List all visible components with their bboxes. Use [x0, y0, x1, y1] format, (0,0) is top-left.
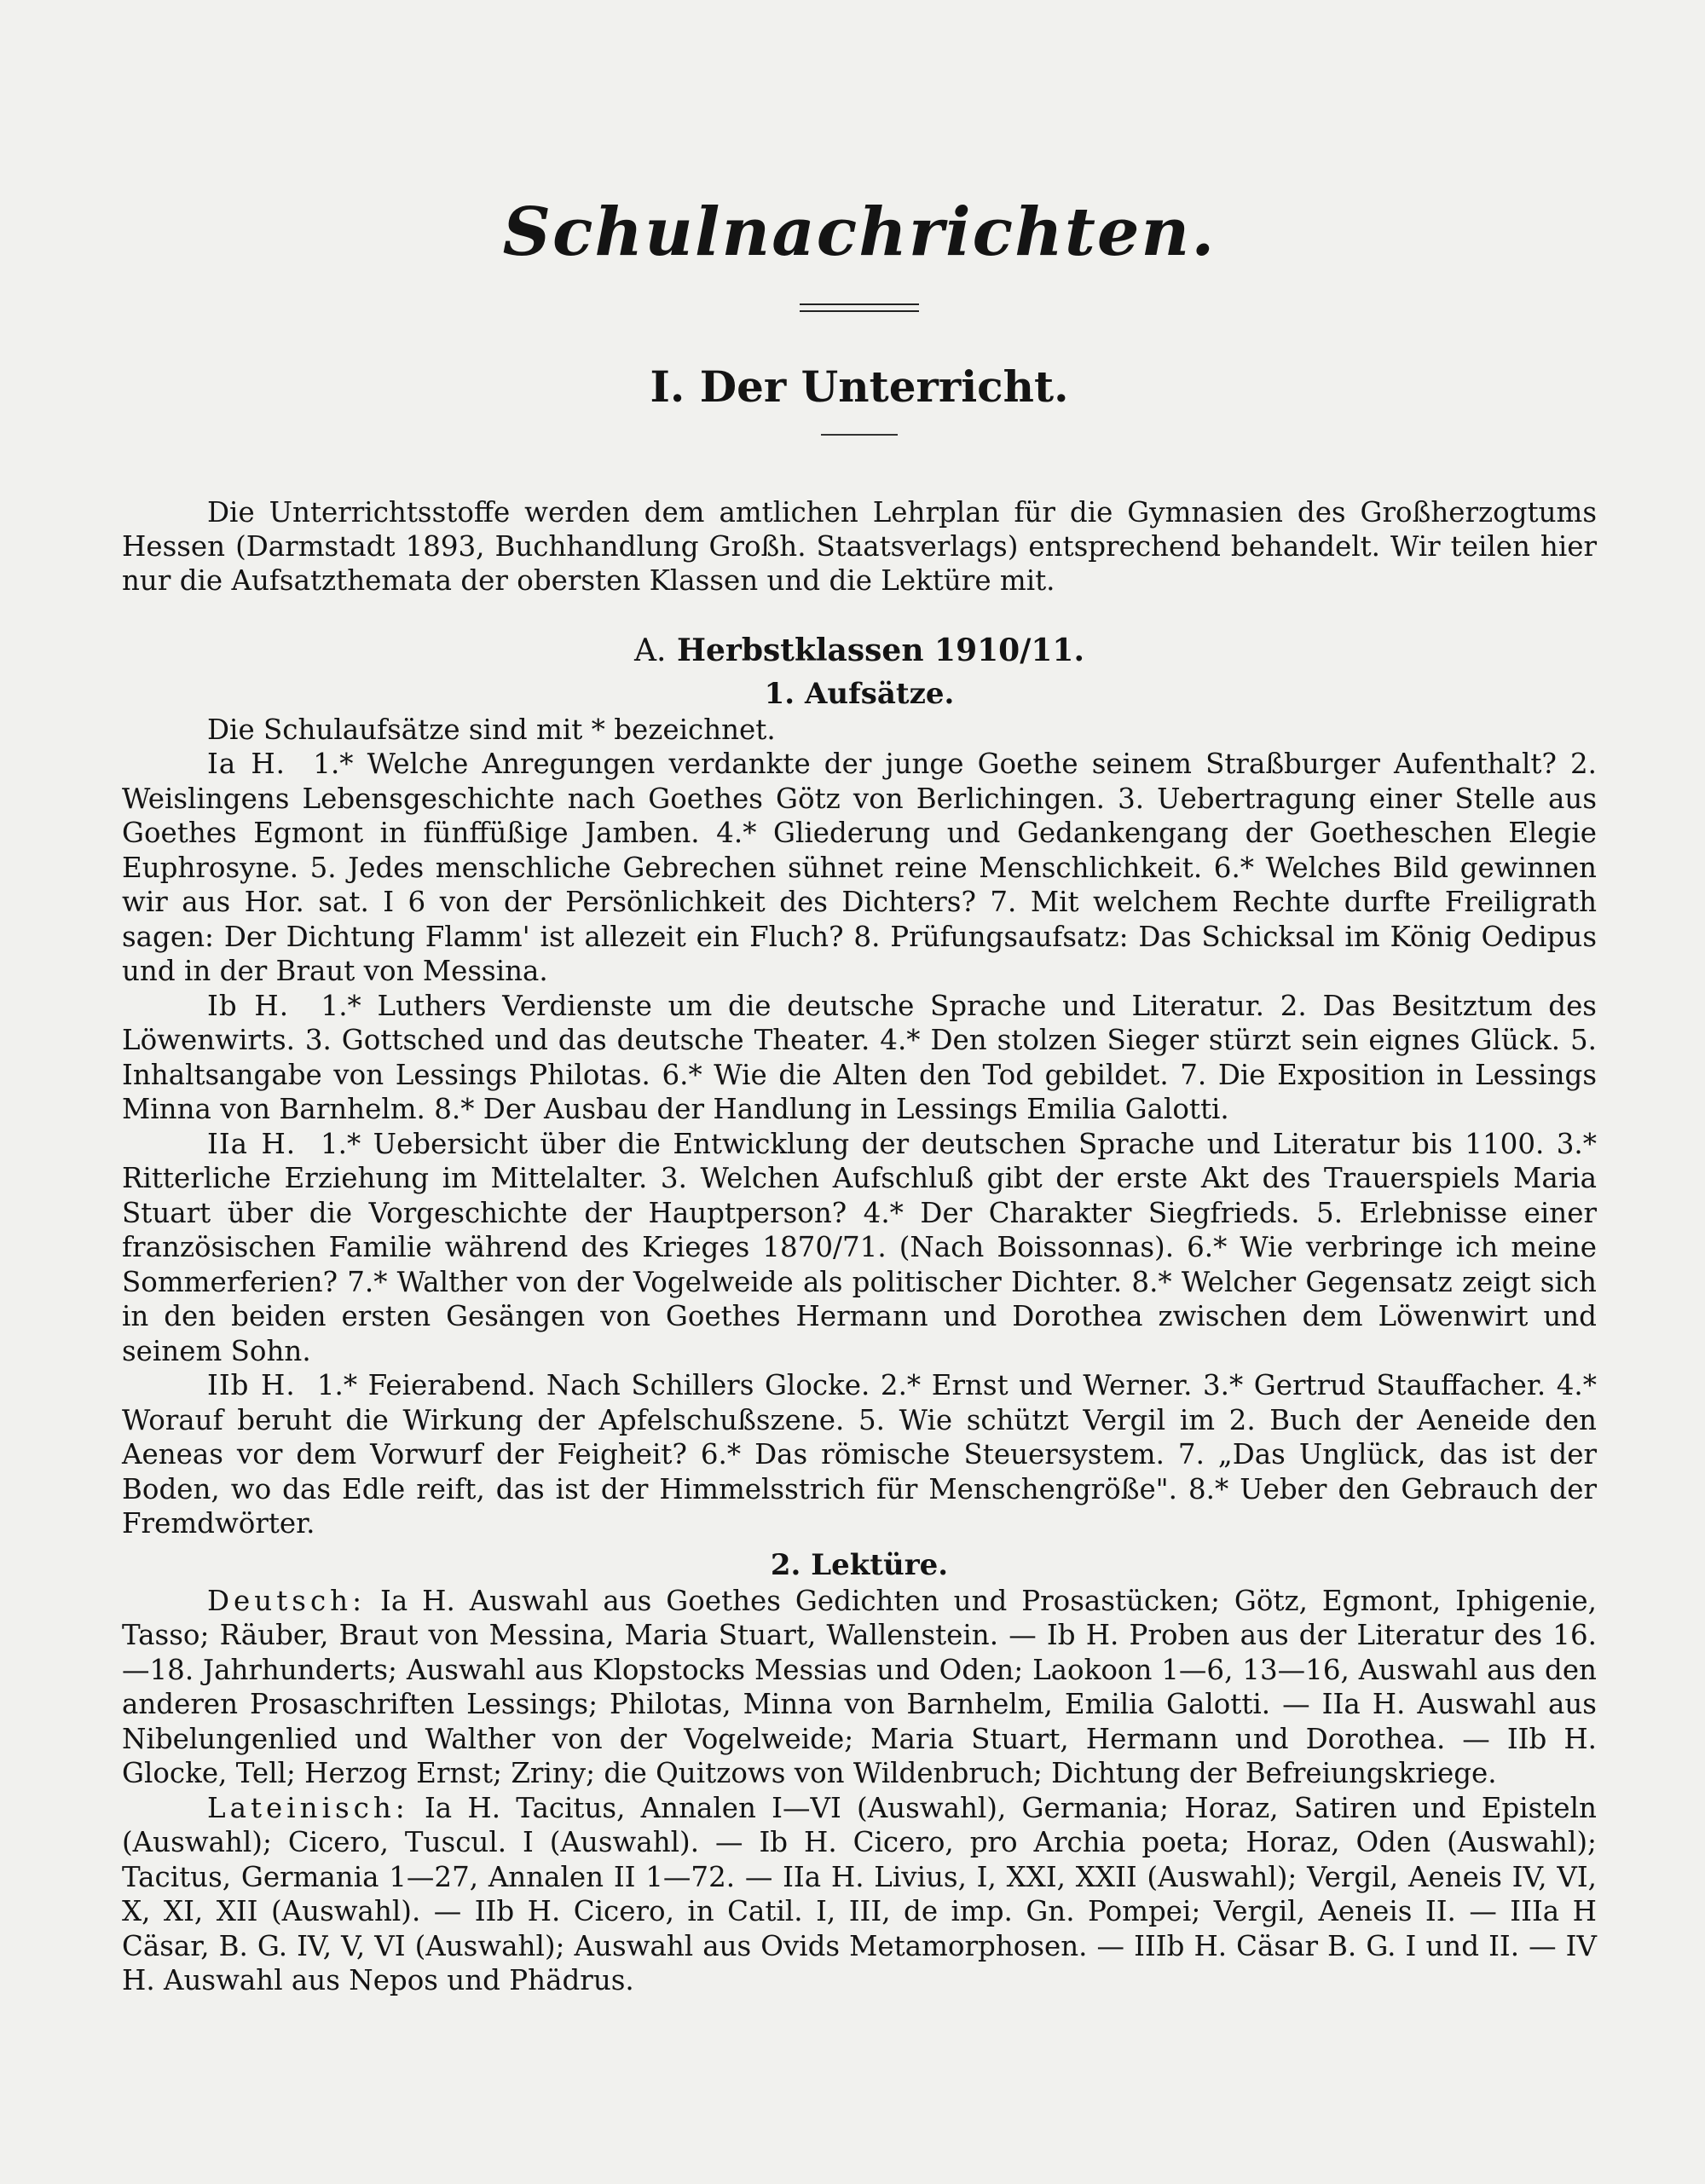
aufsaetze-heading: 1. Aufsätze.: [764, 676, 955, 711]
aufsatz-class-iib: [122, 1368, 1597, 1541]
lektuere-deutsch: [122, 1584, 1597, 1791]
title-divider: [800, 303, 919, 312]
intro-paragraph: Die Unterrichtsstoffe werden dem amtlichen Lehrplan für die Gymnasien des Großherzogtums Hessen (Darmstadt 1893, Buchhandlung Großh. Staatsverlags) entsprechend behandelt. Wir teilen hier nur die Aufsatzthemata der obersten Klassen und die Lektüre mit.: [122, 495, 1597, 597]
aufsatz-class-ia: [122, 747, 1597, 989]
class-label: IIb H.: [207, 1369, 296, 1402]
lektuere-heading: 2. Lektüre.: [770, 1547, 949, 1582]
subject-text: Ia H. Tacitus, Annalen I—VI (Auswahl), Germania; Horaz, Satiren und Episteln (Auswahl); Cicero, Tuscul. I (Auswahl). — Ib H. Cicero, pro Archia poeta; Horaz, Oden (Auswahl); Tacitus, Germania 1—27, Annalen II 1—72. — IIa H. Livius, I, XXI, XXII (Auswahl); Vergil, Aeneis IV, VI, X, XI, XII (Auswahl). — IIb H. Cicero, in Catil. I, III, de imp. Gn. Pompei; Vergil, Aeneis II. — IIIa H Cäsar, B. G. IV, V, VI (Auswahl); Auswahl aus Ovids Metamorphosen. — IIIb H. Cäsar B. G. I und II. — IV H. Auswahl aus Nepos und Phädrus.: [122, 1791, 1597, 1997]
subject-text: Ia H. Auswahl aus Goethes Gedichten und Prosastücken; Götz, Egmont, Iphigenie, Tasso; Räuber, Braut von Messina, Maria Stuart, Wallenstein. — Ib H. Proben aus der Literatur des 16.—18. Jahrhunderts; Auswahl aus Klopstocks Messias und Oden; Laokoon 1—6, 13—16, Auswahl aus den anderen Prosaschriften Lessings; Philotas, Minna von Barnhelm, Emilia Galotti. — IIa H. Auswahl aus Nibelungenlied und Walther von der Vogelweide; Maria Stuart, Hermann und Dorothea. — IIb H. Glocke, Tell; Herzog Ernst; Zriny; die Quitzows von Wildenbruch; Dichtung der Befreiungskriege.: [122, 1584, 1597, 1790]
class-topics: 1.* Feierabend. Nach Schillers Glocke. 2.* Ernst und Werner. 3.* Gertrud Stauffacher. 4.* Worauf beruht die Wirkung der Apfelschußszene. 5. Wie schützt Vergil im 2. Buch der Aeneide den Aeneas vor dem Vorwurf der Feigheit? 6.* Das römische Steuersystem. 7. „Das Unglück, das ist der Boden, wo das Edle reift, das ist der Himmelsstrich für Menschengröße". 8.* Ueber den Gebrauch der Fremdwörter.: [122, 1369, 1597, 1540]
lektuere-lateinisch: [122, 1791, 1597, 1998]
subject-label: Lateinisch:: [207, 1791, 409, 1824]
class-label: Ib H.: [207, 989, 290, 1022]
aufsatz-class-iia: [122, 1127, 1597, 1369]
section-title: I. Der Unterricht.: [650, 361, 1069, 412]
class-topics: 1.* Uebersicht über die Entwicklung der deutschen Sprache und Literatur bis 1100. 3.* Ritterliche Erziehung im Mittelalter. 3. Welchen Aufschluß gibt der erste Akt des Trauerspiels Maria Stuart über die Vorgeschichte der Hauptperson? 4.* Der Charakter Siegfrieds. 5. Erlebnisse einer französischen Familie während des Krieges 1870/71. (Nach Boissonnas). 6.* Wie verbringe ich meine Sommerferien? 7.* Walther von der Vogelweide als politischer Dichter. 8.* Welcher Gegensatz zeigt sich in den beiden ersten Gesängen von Goethes Hermann und Dorothea zwischen dem Löwenwirt und seinem Sohn.: [122, 1127, 1598, 1367]
class-topics: 1.* Luthers Verdienste um die deutsche Sprache und Literatur. 2. Das Besitztum des Löwenwirts. 3. Gottsched und das deutsche Theater. 4.* Den stolzen Sieger stürzt sein eignes Glück. 5. Inhaltsangabe von Lessings Philotas. 6.* Wie die Alten den Tod gebildet. 7. Die Exposition in Lessings Minna von Barnhelm. 8.* Der Ausbau der Handlung in Lessings Emilia Galotti.: [122, 989, 1597, 1126]
class-topics: 1.* Welche Anregungen verdankte der junge Goethe seinem Straßburger Aufenthalt? 2. Weislingens Lebensgeschichte nach Goethes Götz von Berlichingen. 3. Uebertragung einer Stelle aus Goethes Egmont in fünffüßige Jamben. 4.* Gliederung und Gedankengang der Goetheschen Elegie Euphrosyne. 5. Jedes menschliche Gebrechen sühnet reine Menschlichkeit. 6.* Welches Bild gewinnen wir aus Hor. sat. I 6 von der Persönlichkeit des Dichters? 7. Mit welchem Rechte durfte Freiligrath sagen: Der Dichtung Flamm' ist allezeit ein Fluch? 8. Prüfungsaufsatz: Das Schicksal im König Oedipus und in der Braut von Messina.: [122, 748, 1597, 988]
subsection-a-prefix: A.: [633, 633, 667, 668]
aufsatz-class-ib: [122, 989, 1597, 1127]
subject-label: Deutsch:: [207, 1584, 367, 1617]
class-label: Ia H.: [207, 748, 286, 781]
class-label: IIa H.: [207, 1127, 297, 1160]
aufsaetze-note: Die Schulaufsätze sind mit * bezeichnet.: [207, 713, 776, 746]
page-title: Schulnachrichten.: [502, 194, 1217, 271]
document-page: [122, 196, 1597, 1998]
subsection-a-title: Herbstklassen 1910/11.: [676, 632, 1085, 668]
section-divider: [821, 434, 898, 436]
subsection-a-heading: [122, 632, 1597, 670]
